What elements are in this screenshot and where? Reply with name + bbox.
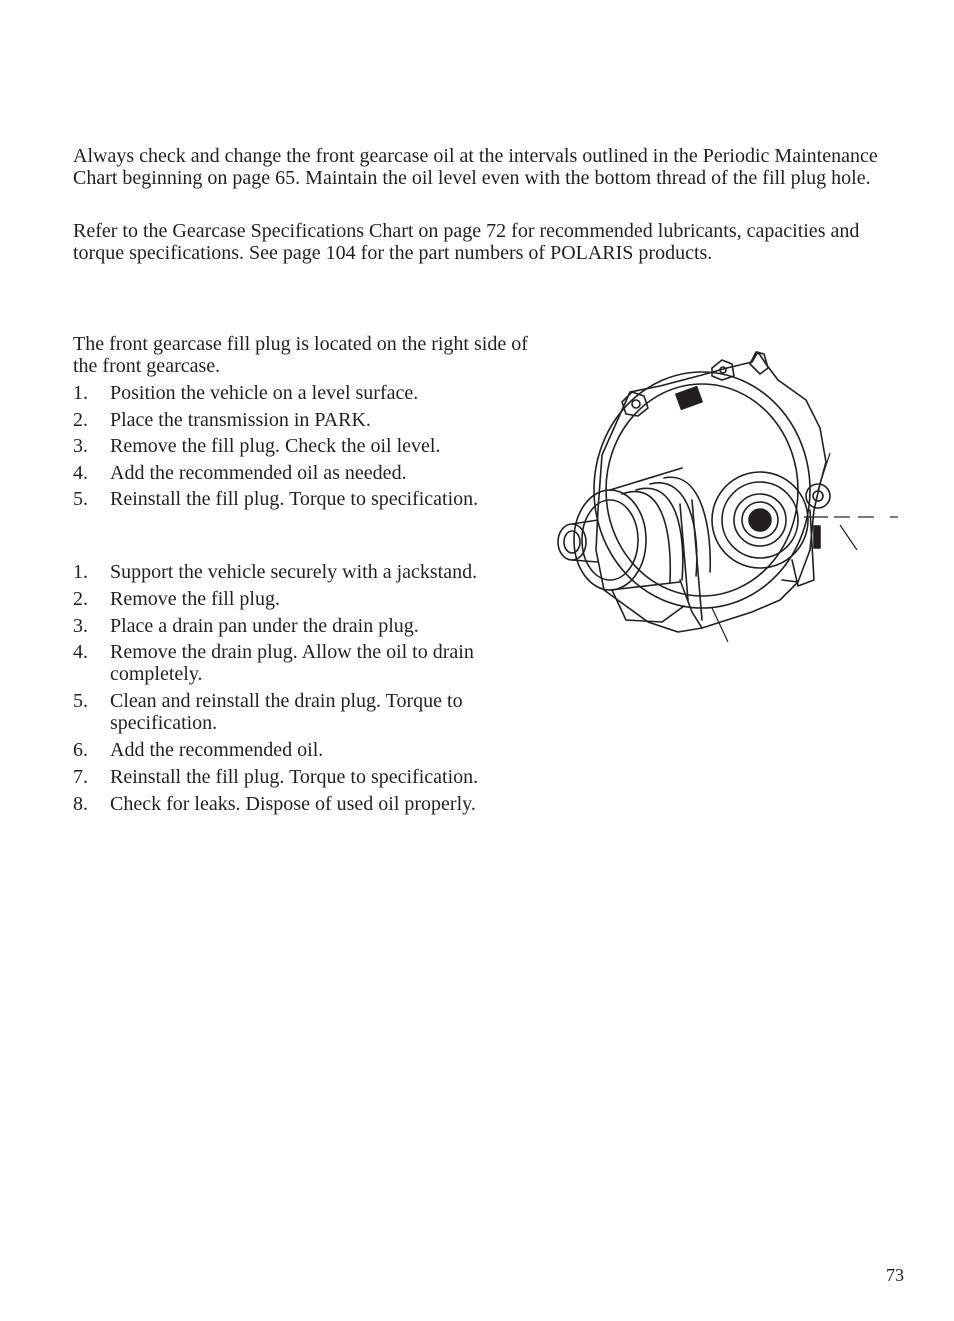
- step-text: Check for leaks. Dispose of used oil properly.: [110, 792, 476, 815]
- list-item: [73, 435, 543, 457]
- oil-check-steps: [73, 382, 543, 510]
- oil-check-section: [73, 333, 543, 515]
- step-number: 1.: [73, 382, 88, 404]
- list-item: [73, 615, 543, 637]
- step-text: Reinstall the fill plug. Torque to specification.: [110, 488, 479, 511]
- step-text: Reinstall the fill plug. Torque to specification.: [110, 765, 479, 788]
- step-number: 4.: [73, 461, 88, 484]
- list-item: [73, 793, 543, 815]
- list-item: [73, 739, 543, 761]
- step-text: Clean and reinstall the drain plug. Torque to specification.: [110, 690, 463, 735]
- step-text: Add the recommended oil as needed.: [110, 461, 407, 484]
- list-item: [73, 588, 543, 610]
- step-number: 3.: [73, 614, 88, 637]
- step-number: 7.: [73, 765, 88, 788]
- list-item: [73, 641, 543, 685]
- step-number: 5.: [73, 690, 88, 713]
- intro-paragraph-1: Always check and change the front gearcase oil at the intervals outlined in the Periodic Maintenance Chart beginning on page 65. Maintain the oil level even with the bottom thread of the fill plug hole.: [73, 145, 878, 189]
- list-item: [73, 382, 543, 404]
- list-item: [73, 766, 543, 788]
- front-gearcase-illustration: [552, 350, 904, 650]
- step-text: Support the vehicle securely with a jackstand.: [110, 561, 478, 583]
- step-number: 5.: [73, 488, 88, 511]
- list-item: [73, 561, 543, 583]
- step-number: 2.: [73, 587, 88, 610]
- step-number: 4.: [73, 641, 88, 664]
- step-text: Position the vehicle on a level surface.: [110, 382, 419, 404]
- step-number: 3.: [73, 435, 88, 458]
- oil-change-steps: [73, 561, 543, 815]
- page-number: 73: [886, 1265, 904, 1285]
- oil-check-lead: The front gearcase fill plug is located on the right side of the front gearcase.: [73, 333, 528, 377]
- step-text: Place the transmission in PARK.: [110, 408, 371, 431]
- step-number: 1.: [73, 561, 88, 583]
- list-item: [73, 462, 543, 484]
- step-text: Remove the fill plug. Check the oil level.: [110, 435, 441, 458]
- step-text: Add the recommended oil.: [110, 738, 324, 761]
- list-item: [73, 690, 543, 734]
- intro-paragraph-2: Refer to the Gearcase Specifications Chart on page 72 for recommended lubricants, capacities and torque specifications. See page 104 for the part numbers of POLARIS products.: [73, 220, 860, 264]
- step-number: 2.: [73, 408, 88, 431]
- oil-change-section: [73, 561, 543, 819]
- step-text: Remove the drain plug. Allow the oil to drain completely.: [110, 641, 474, 686]
- step-number: 8.: [73, 792, 88, 815]
- step-text: Place a drain pan under the drain plug.: [110, 614, 419, 637]
- step-text: Remove the fill plug.: [110, 587, 280, 610]
- step-number: 6.: [73, 738, 88, 761]
- list-item: [73, 488, 543, 510]
- list-item: [73, 409, 543, 431]
